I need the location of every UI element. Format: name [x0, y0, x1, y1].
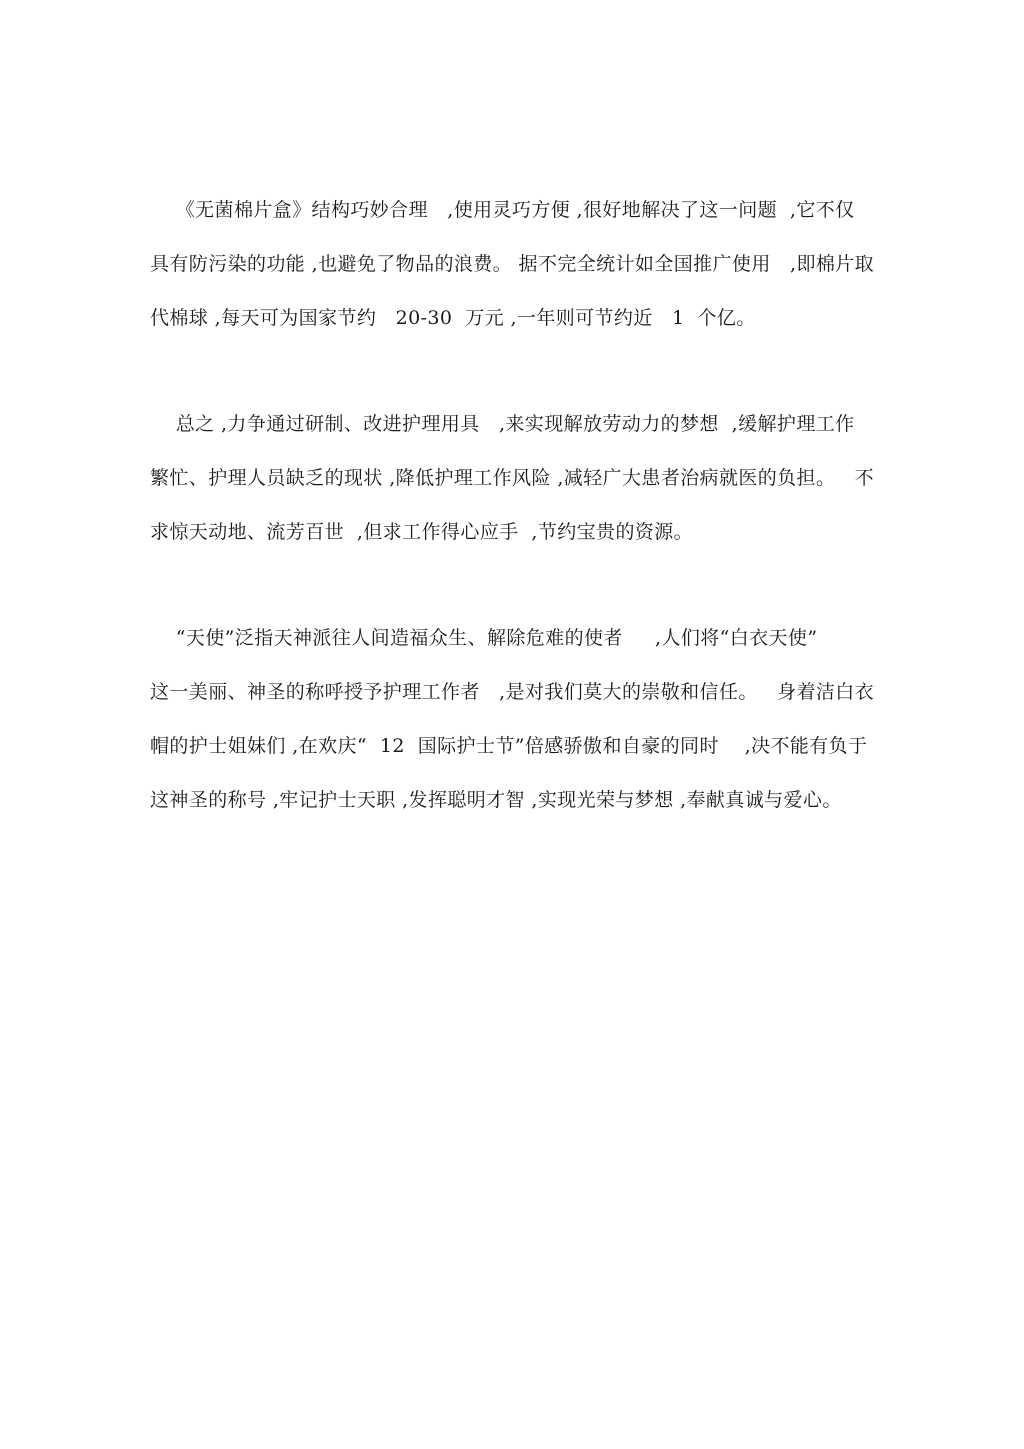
- paragraph-line: 总之 ,力争通过研制、改进护理用具 ,来实现解放劳动力的梦想 ,缓解护理工作: [150, 413, 855, 435]
- paragraph-line: 帽的护士姐妹们 ,在欢庆“ 12 国际护士节”倍感骄傲和自豪的同时 ,决不能有负于: [150, 735, 868, 757]
- paragraph-line: “天使”泛指天神派往人间造福众生、解除危难的使者 ,人们将“白衣天使”: [150, 627, 818, 649]
- paragraph-line: 《无菌棉片盒》结构巧妙合理 ,使用灵巧方便 ,很好地解决了这一问题 ,它不仅: [150, 199, 855, 221]
- paragraph-line: 具有防污染的功能 ,也避免了物品的浪费。 据不完全统计如全国推广使用 ,即棉片取: [150, 253, 875, 275]
- paragraph-line: 求惊天动地、流芳百世 ,但求工作得心应手 ,节约宝贵的资源。: [150, 521, 694, 543]
- paragraph-line: 这神圣的称号 ,牢记护士天职 ,发挥聪明才智 ,实现光荣与梦想 ,奉献真诚与爱心。: [150, 789, 842, 811]
- paragraph-line: 繁忙、护理人员缺乏的现状 ,降低护理工作风险 ,减轻广大患者治病就医的负担。 不: [150, 467, 875, 489]
- paragraph-line: 代棉球 ,每天可为国家节约 20-30 万元 ,一年则可节约近 1 个亿。: [150, 307, 756, 329]
- paragraph-line: 这一美丽、神圣的称呼授予护理工作者 ,是对我们莫大的崇敬和信任。 身着洁白衣: [150, 681, 875, 703]
